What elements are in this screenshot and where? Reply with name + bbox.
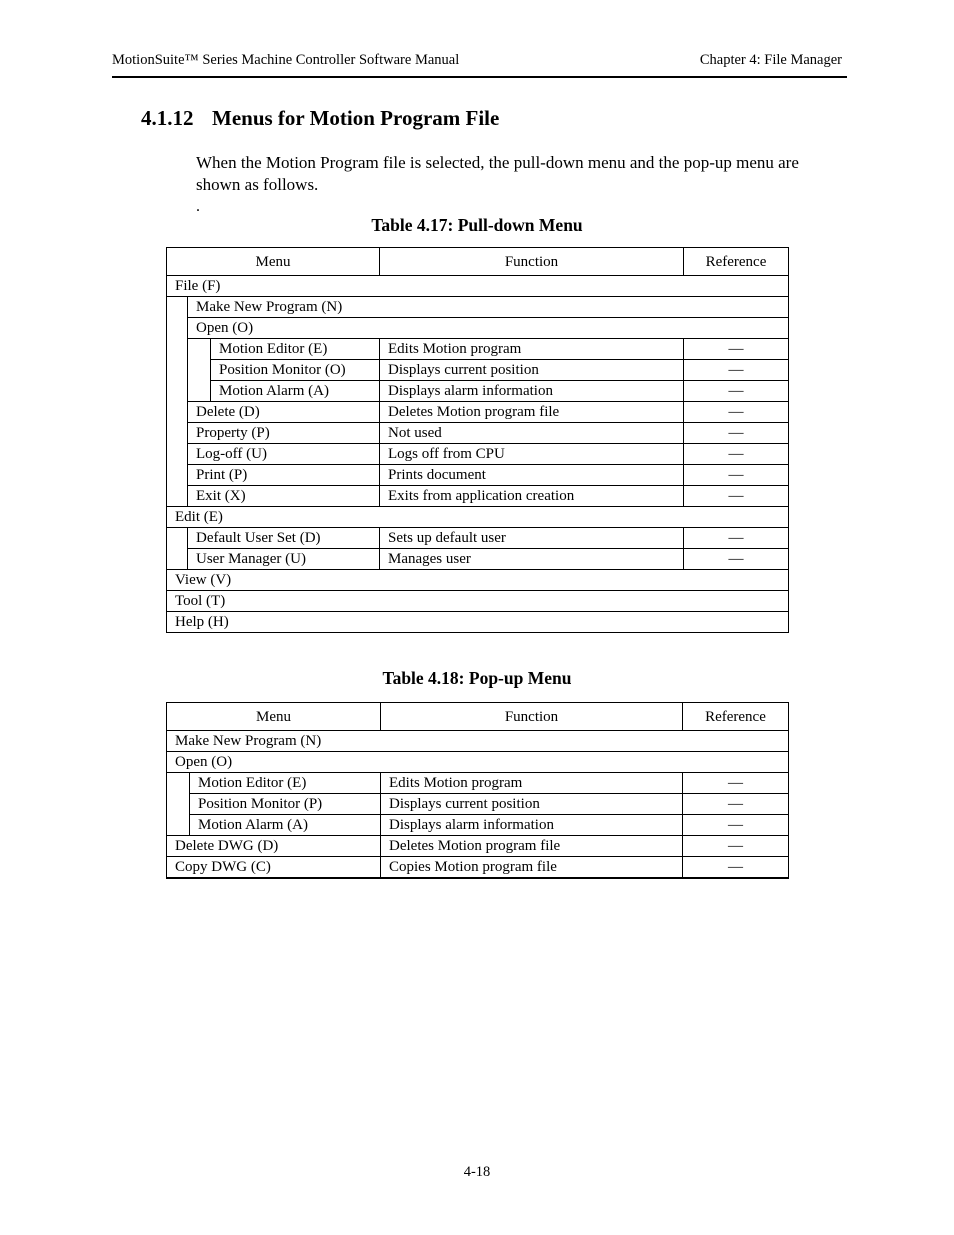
header-function: Function xyxy=(380,248,684,276)
section-number: 4.1.12 xyxy=(141,106,194,130)
page-number: 4-18 xyxy=(463,1164,491,1180)
table-row xyxy=(167,591,789,612)
indent-cell xyxy=(167,297,188,507)
table-row xyxy=(167,815,789,836)
popup-menu-table xyxy=(166,702,789,879)
reference-item: — xyxy=(684,339,789,360)
reference-item: — xyxy=(684,486,789,507)
reference-item: — xyxy=(684,423,789,444)
reference-item: — xyxy=(683,857,789,879)
table-row xyxy=(167,752,789,773)
table-row xyxy=(167,486,789,507)
menu-edit: Edit (E) xyxy=(167,507,789,528)
function-item: Sets up default user xyxy=(380,528,684,549)
reference-item: — xyxy=(683,815,789,836)
popup-caption: Table 4.18: Pop-up Menu xyxy=(382,668,572,688)
reference-item: — xyxy=(684,465,789,486)
table-row xyxy=(167,549,789,570)
function-item: Displays alarm information xyxy=(381,815,683,836)
table-row xyxy=(167,276,789,297)
table-row xyxy=(167,857,789,879)
table-row xyxy=(167,570,789,591)
menu-item: User Manager (U) xyxy=(188,549,380,570)
indent-cell xyxy=(188,339,211,402)
function-item: Copies Motion program file xyxy=(381,857,683,879)
stray-period: . xyxy=(196,198,200,215)
chapter-title: Chapter 4: File Manager xyxy=(699,52,842,68)
menu-open: Open (O) xyxy=(188,318,789,339)
menu-item: Default User Set (D) xyxy=(188,528,380,549)
menu-item: Property (P) xyxy=(188,423,380,444)
function-item: Displays alarm information xyxy=(380,381,684,402)
menu-item: Log-off (U) xyxy=(188,444,380,465)
menu-item: Motion Alarm (A) xyxy=(190,815,381,836)
menu-make-new-program: Make New Program (N) xyxy=(188,297,789,318)
function-item: Deletes Motion program file xyxy=(380,402,684,423)
function-item: Edits Motion program xyxy=(380,339,684,360)
reference-item: — xyxy=(683,836,789,857)
function-item: Edits Motion program xyxy=(381,773,683,794)
menu-item: Position Monitor (O) xyxy=(211,360,380,381)
menu-item: Exit (X) xyxy=(188,486,380,507)
table-row xyxy=(167,339,789,360)
pulldown-menu-table xyxy=(166,247,789,633)
function-item: Prints document xyxy=(380,465,684,486)
function-item: Not used xyxy=(380,423,684,444)
menu-item: Print (P) xyxy=(188,465,380,486)
menu-tool: Tool (T) xyxy=(167,591,789,612)
table-row xyxy=(167,528,789,549)
reference-item: — xyxy=(684,528,789,549)
table-row xyxy=(167,381,789,402)
function-item: Deletes Motion program file xyxy=(381,836,683,857)
header-menu: Menu xyxy=(167,703,381,731)
table-row xyxy=(167,836,789,857)
table-row xyxy=(167,794,789,815)
function-item: Displays current position xyxy=(381,794,683,815)
manual-title: MotionSuite™ Series Machine Controller Software Manual xyxy=(112,52,460,68)
section-title-text: Menus for Motion Program File xyxy=(212,106,500,130)
header-reference: Reference xyxy=(683,703,789,731)
table-row xyxy=(167,444,789,465)
menu-item: Motion Editor (E) xyxy=(211,339,380,360)
reference-item: — xyxy=(684,444,789,465)
reference-item: — xyxy=(684,381,789,402)
reference-item: — xyxy=(684,402,789,423)
function-item: Exits from application creation xyxy=(380,486,684,507)
header-reference: Reference xyxy=(684,248,789,276)
section-heading xyxy=(141,106,499,131)
menu-item: Delete DWG (D) xyxy=(167,836,381,857)
menu-help: Help (H) xyxy=(167,612,789,633)
table-row xyxy=(167,423,789,444)
page-header xyxy=(112,52,847,78)
menu-item: Delete (D) xyxy=(188,402,380,423)
table-row xyxy=(167,360,789,381)
menu-item: Motion Editor (E) xyxy=(190,773,381,794)
header-function: Function xyxy=(381,703,683,731)
function-item: Logs off from CPU xyxy=(380,444,684,465)
table-row xyxy=(167,402,789,423)
menu-file: File (F) xyxy=(167,276,789,297)
reference-item: — xyxy=(683,794,789,815)
header-menu: Menu xyxy=(167,248,380,276)
table-row xyxy=(167,731,789,752)
function-item: Manages user xyxy=(380,549,684,570)
reference-item: — xyxy=(683,773,789,794)
table-row xyxy=(167,773,789,794)
menu-item: Position Monitor (P) xyxy=(190,794,381,815)
indent-cell xyxy=(167,528,188,570)
table-row xyxy=(167,465,789,486)
menu-item: Motion Alarm (A) xyxy=(211,381,380,402)
menu-item: Copy DWG (C) xyxy=(167,857,381,879)
menu-view: View (V) xyxy=(167,570,789,591)
indent-cell xyxy=(167,773,190,836)
reference-item: — xyxy=(684,360,789,381)
table-row xyxy=(167,507,789,528)
menu-make-new-program: Make New Program (N) xyxy=(167,731,789,752)
table-row xyxy=(167,297,789,318)
intro-paragraph: When the Motion Program file is selected, the pull-down menu and the pop-up menu are shown as follows. xyxy=(196,153,799,194)
menu-open: Open (O) xyxy=(167,752,789,773)
pulldown-caption: Table 4.17: Pull-down Menu xyxy=(371,215,583,235)
table-header-row xyxy=(167,248,789,276)
reference-item: — xyxy=(684,549,789,570)
table-header-row xyxy=(167,703,789,731)
table-row xyxy=(167,318,789,339)
function-item: Displays current position xyxy=(380,360,684,381)
table-row xyxy=(167,612,789,633)
